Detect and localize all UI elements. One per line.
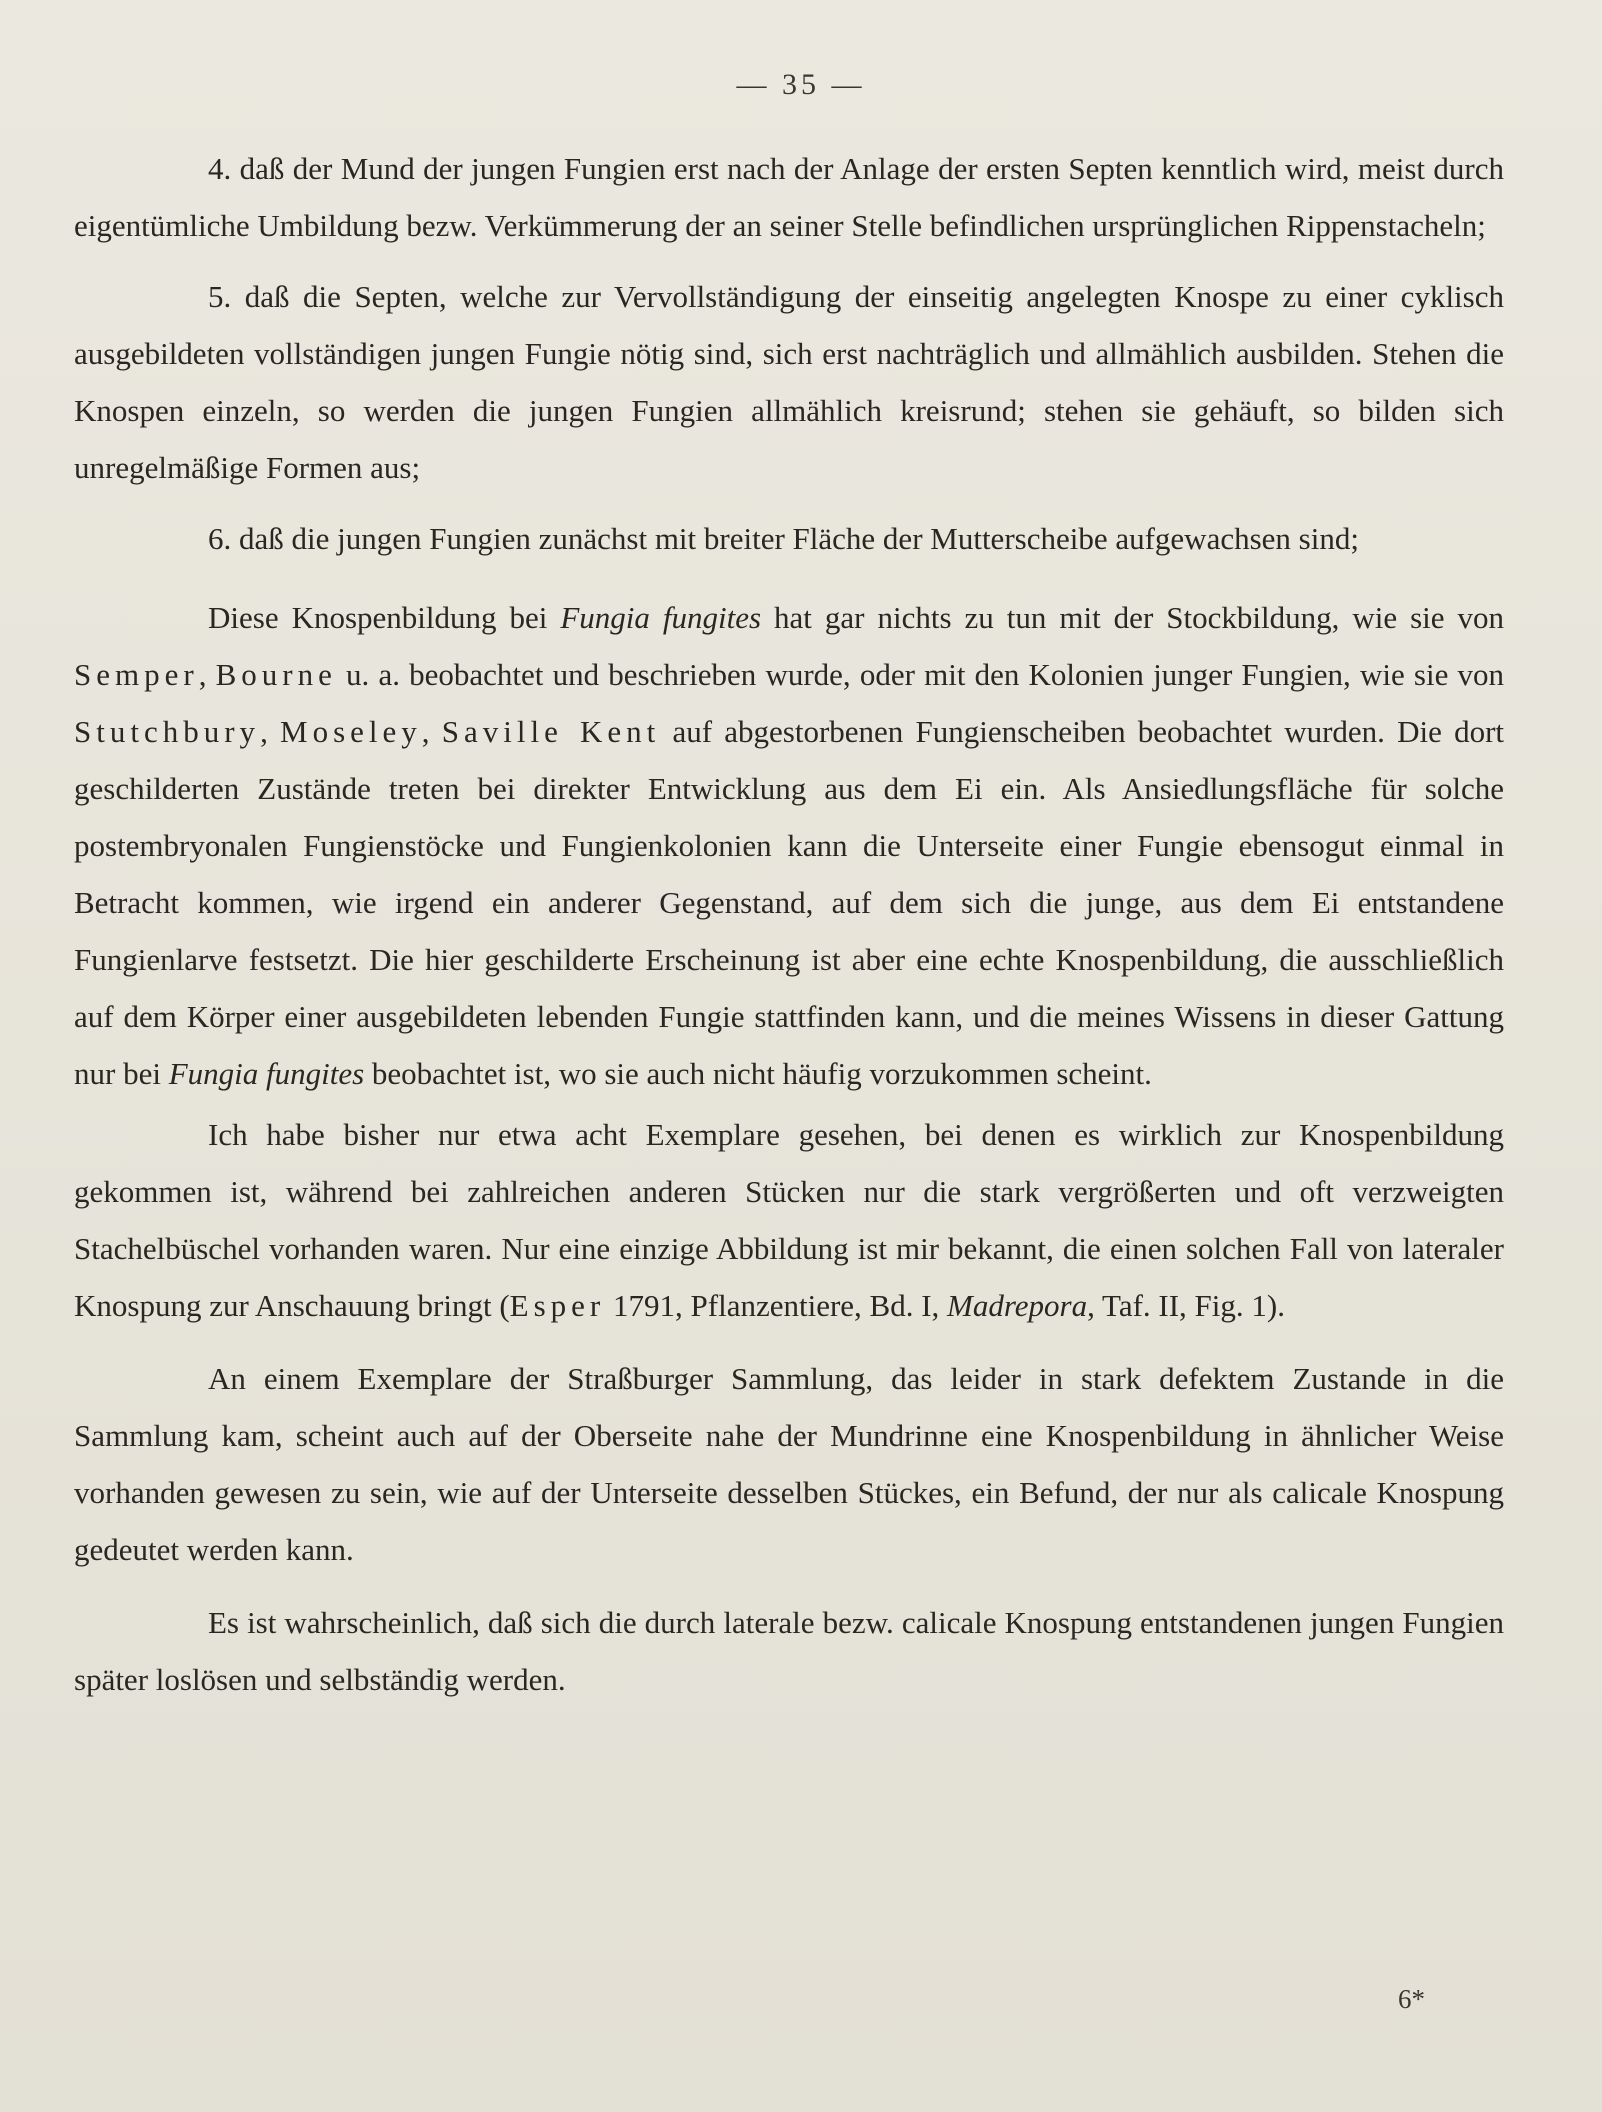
text-run: , bbox=[198, 657, 216, 692]
author-name: Moseley bbox=[280, 714, 422, 749]
text-run: , bbox=[260, 714, 281, 749]
list-item-5: 5. daß die Septen, welche zur Vervollständigung der einseitig angelegten Knospe zu einer cyklisch ausgebildeten vollständigen jungen Fungie nötig sind, sich erst nachträglich und allmählich ausbilden. Stehen die Knospen einzeln, so werden die jungen Fungien allmählich kreisrund; stehen sie gehäuft, so bilden sich unregelmäßige Formen aus; bbox=[74, 279, 1504, 485]
text-run: , bbox=[421, 714, 442, 749]
paragraph-exemplare bbox=[74, 1106, 1504, 1334]
paragraph-knospenbildung bbox=[74, 589, 1504, 1102]
author-name: Semper bbox=[74, 657, 199, 692]
list-item-4: 4. daß der Mund der jungen Fungien erst nach der Anlage der ersten Septen kenntlich wird, meist durch eigentümliche Umbildung bezw. Verkümmerung der an seiner Stelle befindlichen ursprünglichen Rippenstacheln; bbox=[74, 151, 1504, 243]
text-run: Ich habe bisher nur etwa acht Exemplare gesehen, bei denen es wirklich zur Knospenbildung gekommen ist, während bei zahlreichen anderen Stücken nur die stark vergrößerten und oft verzweigten Stachelbüschel vorhanden waren. Nur eine einzige Abbildung ist mir bekannt, die einen solchen Fall von lateraler Knospung zur Anschauung bringt ( bbox=[74, 1117, 1504, 1323]
page-number: — 35 — bbox=[736, 68, 866, 101]
text-run: u. a. beobachtet und beschrieben wurde, oder mit den Kolonien junger Fungien, wie sie von bbox=[336, 657, 1504, 692]
text-run: Diese Knospenbildung bei bbox=[208, 600, 561, 635]
signature-mark: 6* bbox=[1398, 1984, 1425, 2014]
genus-name: Madrepora bbox=[947, 1288, 1088, 1323]
author-name: Esper bbox=[509, 1288, 606, 1323]
list-item-6: 6. daß die jungen Fungien zunächst mit breiter Fläche der Mutterscheibe aufgewachsen sind; bbox=[208, 521, 1359, 556]
species-name: Fungia fungites bbox=[560, 600, 762, 635]
paragraph-conclusion: Es ist wahrscheinlich, daß sich die durch laterale bezw. calicale Knospung entstandenen jungen Fungien später loslösen und selbständig werden. bbox=[74, 1605, 1504, 1697]
text-run: hat gar nichts zu tun mit der Stockbildung, wie sie von bbox=[761, 600, 1504, 635]
body-text bbox=[74, 140, 1504, 1708]
species-name: Fungia fungites bbox=[168, 1056, 365, 1091]
text-run: beobachtet ist, wo sie auch nicht häufig vorzukommen scheint. bbox=[364, 1056, 1152, 1091]
paragraph-strassburg: An einem Exemplare der Straßburger Sammlung, das leider in stark defektem Zustande in die Sammlung kam, scheint auch auf der Oberseite nahe der Mundrinne eine Knospenbildung in ähnlicher Weise vorhanden gewesen zu sein, wie auf der Unterseite desselben Stückes, ein Befund, der nur als calicale Knospung gedeutet werden kann. bbox=[74, 1361, 1504, 1567]
author-name: Saville Kent bbox=[441, 714, 661, 749]
text-run: auf abgestorbenen Fungienscheiben beobachtet wurden. Die dort geschilderten Zustände treten bei direkter Entwicklung aus dem Ei ein. Als Ansiedlungsfläche für solche postembryonalen Fungienstöcke und Fungienkolonien kann die Unterseite einer Fungie ebensogut einmal in Betracht kommen, wie irgend ein anderer Gegenstand, auf dem sich die junge, aus dem Ei entstandene Fungienlarve festsetzt. Die hier geschilderte Erscheinung ist aber eine echte Knospenbildung, die ausschließlich auf dem Körper einer ausgebildeten lebenden Fungie stattfinden kann, und die meines Wissens in dieser Gattung nur bei bbox=[74, 714, 1505, 1091]
author-name: Stutchbury bbox=[74, 714, 261, 749]
text-run: 1791, Pflanzentiere, Bd. I, bbox=[605, 1288, 948, 1323]
text-run: , Taf. II, Fig. 1). bbox=[1087, 1288, 1285, 1323]
author-name: Bourne bbox=[215, 657, 337, 692]
